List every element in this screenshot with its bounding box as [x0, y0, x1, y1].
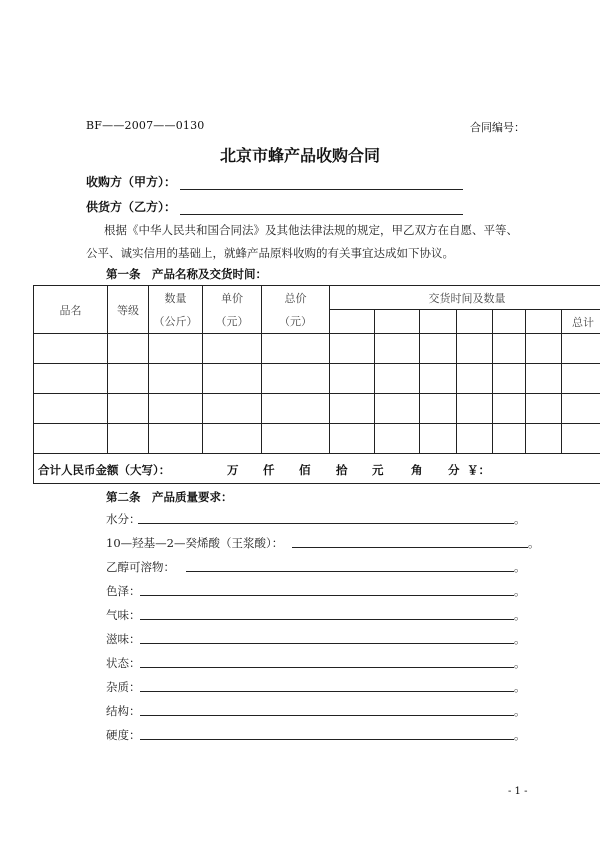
- quality-item-period: 。: [514, 704, 526, 718]
- table-cell[interactable]: [375, 334, 420, 364]
- yen-sign: ￥：: [467, 463, 490, 477]
- table-cell[interactable]: [493, 364, 526, 394]
- header-qty-unit: （公斤）: [149, 310, 203, 334]
- header-amount: 总价: [262, 286, 330, 310]
- table-cell[interactable]: [493, 334, 526, 364]
- seller-label: 供货方（乙方）：: [86, 200, 177, 214]
- delivery-cell[interactable]: [457, 310, 493, 334]
- document-code: BF——2007——0130: [86, 119, 205, 132]
- intro-line-2: 公平、诚实信用的基础上，就蜂产品原料收购的有关事宜达成如下协议。: [86, 246, 454, 260]
- header-amount-unit: （元）: [262, 310, 330, 334]
- table-cell[interactable]: [375, 424, 420, 454]
- table-header-row: [34, 286, 600, 310]
- table-cell[interactable]: [34, 334, 108, 364]
- quality-item-state: [106, 655, 536, 671]
- table-row: [34, 334, 600, 364]
- quality-item-field[interactable]: [186, 571, 514, 572]
- unit-wan: 万: [227, 463, 239, 477]
- quality-item-period: 。: [514, 680, 526, 694]
- delivery-cell[interactable]: [493, 310, 526, 334]
- table-cell[interactable]: [457, 424, 493, 454]
- section-1-title: 第一条 产品名称及交货时间：: [106, 267, 267, 281]
- table-cell[interactable]: [526, 394, 562, 424]
- quality-item-period: 。: [514, 608, 526, 622]
- table-row: [34, 424, 600, 454]
- delivery-cell[interactable]: [420, 310, 457, 334]
- delivery-cell[interactable]: [526, 310, 562, 334]
- table-cell[interactable]: [562, 394, 600, 424]
- quality-item-label: 杂质：: [106, 680, 141, 694]
- contract-number-label: 合同编号：: [470, 121, 525, 134]
- table-cell[interactable]: [526, 424, 562, 454]
- page-title: 北京市蜂产品收购合同: [219, 146, 380, 165]
- table-cell[interactable]: [203, 364, 262, 394]
- table-cell[interactable]: [420, 364, 457, 394]
- unit-qian: 仟: [263, 463, 275, 477]
- table-cell[interactable]: [375, 364, 420, 394]
- table-cell[interactable]: [149, 394, 203, 424]
- table-cell[interactable]: [203, 394, 262, 424]
- header-price: 单价: [203, 286, 262, 310]
- quality-item-structure: [106, 703, 536, 719]
- table-cell[interactable]: [457, 334, 493, 364]
- quality-item-impurities: [106, 679, 536, 695]
- table-cell[interactable]: [562, 364, 600, 394]
- table-cell[interactable]: [330, 394, 375, 424]
- quality-item-period: 。: [514, 560, 526, 574]
- quality-item-label: 水分：: [106, 512, 141, 526]
- header-subtotal: 总计: [562, 310, 600, 334]
- table-cell[interactable]: [526, 364, 562, 394]
- table-cell[interactable]: [262, 334, 330, 364]
- table-cell[interactable]: [108, 424, 149, 454]
- quality-item-period: 。: [514, 512, 526, 526]
- table-cell[interactable]: [562, 334, 600, 364]
- table-cell[interactable]: [203, 424, 262, 454]
- table-cell[interactable]: [108, 334, 149, 364]
- quality-item-field[interactable]: [140, 691, 514, 692]
- quality-item-color: [106, 583, 536, 599]
- quality-item-hardness: [106, 727, 536, 743]
- goods-table: [33, 285, 600, 484]
- quality-item-period: 。: [514, 656, 526, 670]
- quality-item-odor: [106, 607, 536, 623]
- table-cell[interactable]: [457, 364, 493, 394]
- quality-item-ethanol-solubles: [106, 559, 536, 575]
- quality-item-field[interactable]: [140, 595, 514, 596]
- total-amount-line: [38, 462, 578, 476]
- header-name: 品名: [34, 286, 108, 334]
- buyer-row: [86, 173, 463, 190]
- seller-row: [86, 198, 463, 215]
- table-row: [34, 364, 600, 394]
- table-row: [34, 394, 600, 424]
- quality-item-period: 。: [514, 728, 526, 742]
- quality-item-period: 。: [514, 632, 526, 646]
- table-cell[interactable]: [108, 364, 149, 394]
- table-cell[interactable]: [330, 364, 375, 394]
- buyer-label: 收购方（甲方）：: [86, 175, 177, 189]
- table-cell[interactable]: [330, 334, 375, 364]
- quality-item-field[interactable]: [292, 547, 528, 548]
- quality-item-field[interactable]: [138, 523, 514, 524]
- quality-item-period: 。: [514, 584, 526, 598]
- table-cell[interactable]: [493, 394, 526, 424]
- quality-item-taste: [106, 631, 536, 647]
- quality-item-label: 气味：: [106, 608, 141, 622]
- delivery-cell[interactable]: [375, 310, 420, 334]
- table-cell[interactable]: [526, 334, 562, 364]
- quality-item-label: 色泽：: [106, 584, 141, 598]
- table-cell[interactable]: [262, 394, 330, 424]
- quality-item-label: 硬度：: [106, 728, 141, 742]
- table-cell[interactable]: [420, 424, 457, 454]
- unit-bai: 佰: [299, 463, 311, 477]
- quality-item-field[interactable]: [140, 739, 514, 740]
- table-cell[interactable]: [108, 394, 149, 424]
- table-cell[interactable]: [493, 424, 526, 454]
- quality-item-field[interactable]: [140, 619, 514, 620]
- table-cell[interactable]: [203, 334, 262, 364]
- page-number: - 1 -: [508, 786, 528, 797]
- section-2-title: 第二条 产品质量要求：: [106, 490, 233, 504]
- header-delivery: 交货时间及数量: [330, 286, 600, 310]
- table-cell[interactable]: [34, 394, 108, 424]
- quality-item-label: 10—羟基—2—癸烯酸（王浆酸）：: [106, 536, 284, 550]
- delivery-cell[interactable]: [330, 310, 375, 334]
- seller-name-field[interactable]: [180, 202, 463, 215]
- table-cell[interactable]: [149, 364, 203, 394]
- quality-item-field[interactable]: [140, 643, 514, 644]
- intro-line-1: 根据《中华人民共和国合同法》及其他法律法规的规定，甲乙双方在自愿、平等、: [104, 223, 518, 237]
- header-price-unit: （元）: [203, 310, 262, 334]
- table-cell[interactable]: [34, 364, 108, 394]
- table-cell[interactable]: [330, 424, 375, 454]
- unit-shi: 拾: [336, 463, 348, 477]
- table-cell[interactable]: [262, 364, 330, 394]
- quality-item-10-hda: [106, 535, 546, 551]
- quality-item-moisture: [106, 511, 536, 527]
- total-amount-label: 合计人民币金额（大写）：: [38, 463, 171, 477]
- table-cell[interactable]: [562, 424, 600, 454]
- quality-item-field[interactable]: [140, 715, 514, 716]
- table-cell[interactable]: [420, 334, 457, 364]
- buyer-name-field[interactable]: [180, 177, 463, 190]
- table-cell[interactable]: [457, 394, 493, 424]
- quality-item-label: 状态：: [106, 656, 141, 670]
- quality-item-label: 滋味：: [106, 632, 141, 646]
- quality-item-field[interactable]: [140, 667, 514, 668]
- table-cell[interactable]: [34, 424, 108, 454]
- quality-item-period: 。: [528, 536, 540, 550]
- quality-item-label: 结构：: [106, 704, 141, 718]
- unit-yuan: 元: [372, 463, 384, 477]
- table-cell[interactable]: [420, 394, 457, 424]
- table-cell[interactable]: [262, 424, 330, 454]
- table-cell[interactable]: [375, 394, 420, 424]
- table-cell[interactable]: [149, 424, 203, 454]
- quality-item-label: 乙醇可溶物：: [106, 560, 175, 574]
- unit-fen: 分: [448, 463, 460, 477]
- unit-jiao: 角: [411, 463, 423, 477]
- header-qty: 数量: [149, 286, 203, 310]
- header-grade: 等级: [108, 286, 149, 334]
- table-cell[interactable]: [149, 334, 203, 364]
